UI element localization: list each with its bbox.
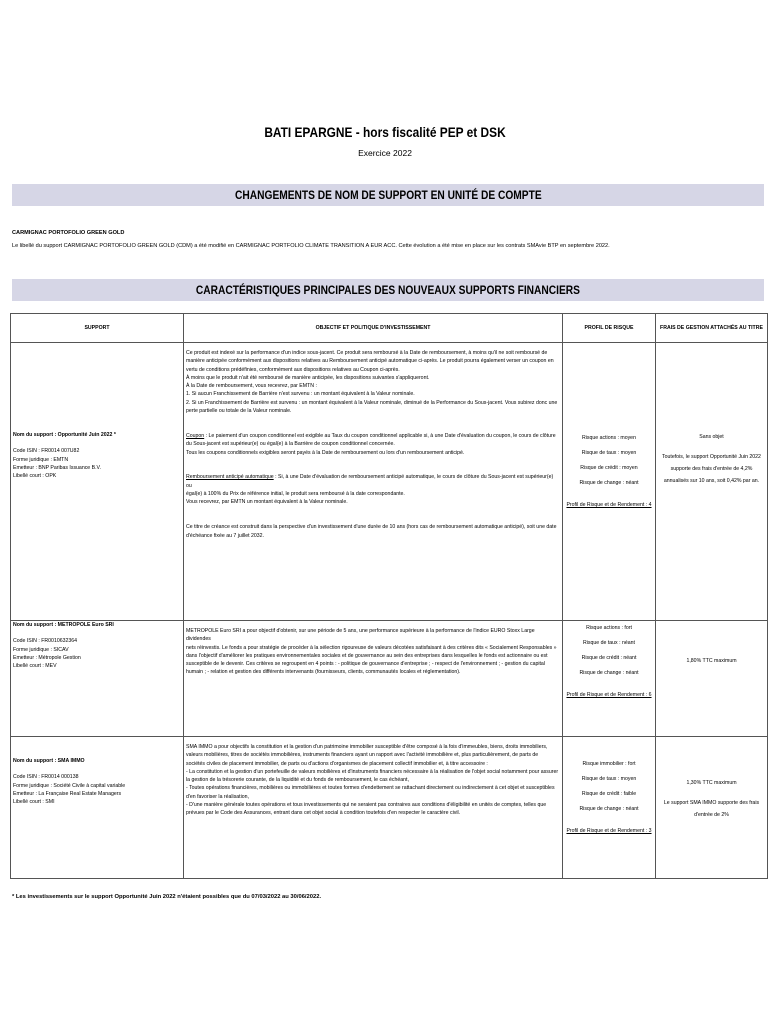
risk-line: Risque de taux : moyen [581,450,637,456]
objective-line: d'en favoriser la réalisation, [186,793,249,800]
risk-line: Risque de taux : moyen [581,776,637,782]
risk-spacer [565,681,653,691]
objective-line: SMA IMMO a pour objectifs la constitution et la gestion d'un patrimoine immobilier susceptible d'être composé à la fois d'immeubles, biens, droits immobiliers, [186,744,548,750]
column-header-support: SUPPORT [11,314,184,343]
table-header-row [11,314,768,343]
objective-block [186,737,560,822]
support-name: Nom du support : Opportunité Juin 2022 * [13,432,116,438]
objective-line: du Sous-jacent est supérieur(e) ou égal(e) à la Barrière de coupon conditionnel concernée. [186,441,395,448]
risk-block [565,737,653,835]
support-detail: Emetteur : Métropole Gestion [13,654,81,661]
fees-cell [656,343,768,621]
risk-cell [563,621,656,737]
column-header-risk: PROFIL DE RISQUE [563,314,656,343]
fees-line: supporte des frais d'entrée de 4,2% [670,466,753,472]
support-detail: Forme juridique : Société Civile à capital variable [13,782,126,789]
objective-line: susceptible de le devenir. Ces critères se regroupent en 4 points : - politique de gouvernance d'entreprise ; - respect de l'environnement ; - gestion du capital [186,661,545,668]
objective-line [186,507,560,515]
risk-profile-label: Profil de Risque et de Rendement : 6 [566,692,652,698]
risk-block [565,343,653,509]
support-detail: Emetteur : La Française Real Estate Managers [13,790,122,797]
risk-block [565,621,653,699]
support-detail: Code ISIN : FR0014 000138 [13,774,79,781]
objective-line: nets réinvestis. Le fonds a pour stratégie de procéder à la sélection rigoureuse de valeurs décotées satisfaisant à des critères dits « Socialement Responsables » [186,644,557,651]
document-subtitle: Exercice 2022 [358,148,412,158]
risk-line: Risque de change : néant [579,480,639,486]
risk-line: Risque de crédit : néant [581,655,637,661]
objective-line: humain ; - relation et gestion des différents intervenants (fournisseurs, clients, communautés locales et réglementation). [186,669,461,676]
support-block [13,621,181,670]
fees-line: 1,80% TTC maximum [686,658,737,664]
objective-line: - D'une manière générale toutes opérations et tous investissements qui ne seraient pas contraires aux conditions d'éligibilité en unités de comptes, telles que [186,802,547,809]
objective-keyword: Remboursement anticipé automatique [186,474,274,481]
objective-line: égal(e) à 100% du Prix de référence initial, le produit sera remboursé à la date correspondante. [186,491,405,498]
objective-line: Coupon : Le paiement d'un coupon conditionnel est exigible au Taux du coupon conditionnel applicable si, à une Date d'évaluation du coupon, le cours de clôture [186,432,556,439]
footnote: * Les investissements sur le support Opportunité Juin 2022 n'étaient possibles que du 07/03/2022 au 30/06/2022. [12,894,322,900]
section-band-characteristics [12,279,764,301]
fees-line: Sans objet [699,434,724,440]
objective-line [186,424,560,432]
objective-line: À la Date de remboursement, vous recevrez, par EMTN : [186,383,317,390]
fees-cell [656,737,768,879]
objective-line: METROPOLE Euro SRI a pour objectif d'obtenir, sur une période de 5 ans, une performance supérieure à la performance de l'indice EURO Stoxx Large dividendes [186,628,535,643]
fees-line: d'entrée de 2% [694,812,729,818]
section-title-characteristics: CARACTÉRISTIQUES PRINCIPALES DES NOUVEAUX SUPPORTS FINANCIERS [195,283,581,297]
objective-cell [184,737,563,879]
risk-line: Risque actions : moyen [582,435,636,441]
fees-line: annualisés sur 10 ans, soit 0,42% par an. [663,478,760,484]
risk-line: Risque de change : néant [579,670,639,676]
section-band-name-changes [12,184,764,206]
section-title-name-changes: CHANGEMENTS DE NOM DE SUPPORT EN UNITÉ DE COMPTE [234,188,542,202]
support-block [13,737,181,806]
objective-line: - Toutes opérations financières, mobilières ou immobilières et toutes formes d'endettement se rattachant directement ou indirectement à cet objet et susceptibles [186,785,555,792]
objective-line [186,457,560,465]
objective-line: sociétés civiles de placement immobilier, de parts ou d'actions d'organismes de placement collectif immobilier et, à titre accessoire : [186,760,488,767]
objective-line [186,465,560,473]
objective-line: valeurs mobilières, titres de sociétés immobilières, instruments financiers ayant un rapport avec l'activité immobilière et, plus particulièrement, de parts de [186,752,539,759]
name-change-text: Le libellé du support CARMIGNAC PORTOFOLIO GREEN GOLD (CDM) a été modifié en CARMIGNAC PORTFOLIO CLIMATE TRANSITION A EUR ACC. Cette évolution a été mise en place sur les contrats SMAvie BTP en septembre 2022. [12,243,610,249]
risk-line: Risque de crédit : moyen [580,465,638,471]
objective-line: Vous recevrez, par EMTN un montant équivalent à la Valeur nominale. [186,499,348,506]
objective-line: - La constitution et la gestion d'un portefeuille de valeurs mobilières et d'instruments financiers nécessaire à la réalisation de l'objet social notamment pour assurer [186,768,559,775]
risk-spacer [565,817,653,827]
support-name: Nom du support : METROPOLE Euro SRI [13,622,114,628]
objective-line: perte partielle ou totale de la Valeur nominale. [186,408,292,415]
support-detail: Code ISIN : FR0010632364 [13,638,78,645]
fees-block [658,737,765,821]
objective-line: vertu de conditions prédéfinies, conformément aux dispositions relatives au Coupon ci-après. [186,366,400,373]
column-header-fees: FRAIS DE GESTION ATTACHÉS AU TITRE [656,314,768,343]
fees-line: 1,30% TTC maximum [686,780,737,786]
objective-block [186,621,560,681]
objective-line: Ce produit est indexé sur la performance d'un indice sous-jacent. Ce produit sera remboursé à la Date de remboursement, à moins qu'il ne soit remboursé de [186,350,548,356]
fees-block [658,343,765,487]
support-name: Nom du support : SMA IMMO [13,758,85,764]
objective-line [186,515,560,523]
risk-line: Risque immobilier : fort [582,761,636,767]
support-detail: Forme juridique : SICAV [13,646,69,653]
risk-line: Risque de change : néant [579,806,639,812]
support-detail: Code ISIN : FR0014 007U82 [13,448,80,455]
risk-profile-label: Profil de Risque et de Rendement : 3 [566,828,652,834]
objective-line: dans l'objectif d'améliorer les pratiques environnementales sociales et de gouvernance au sein des entreprises dans lesquelles le fonds est actionnaire ou est [186,652,548,659]
fees-cell [656,621,768,737]
fees-line [658,443,765,451]
table-row [11,343,768,621]
support-cell [11,343,184,621]
risk-cell [563,343,656,621]
column-header-objective: OBJECTIF ET POLITIQUE D'INVESTISSEMENT [184,314,563,343]
name-change-heading: CARMIGNAC PORTOFOLIO GREEN GOLD [12,230,125,236]
support-detail: Libellé court : MEV [13,663,57,670]
fees-block [658,621,765,667]
objective-line: d'échéance fixée au 7 juillet 2032. [186,532,264,539]
support-block [13,343,181,480]
support-detail: Forme juridique : EMTN [13,456,69,463]
risk-line: Risque de taux : néant [583,640,635,646]
risk-spacer [565,491,653,501]
fees-line: Le support SMA IMMO supporte des frais [663,800,760,806]
objective-block [186,343,560,544]
objective-line: Remboursement anticipé automatique : Si, à une Date d'évaluation de remboursement anticipé automatique, le cours de clôture du Sous-jacent est supérieur(e) ou [186,474,554,489]
table-row [11,621,768,737]
support-detail: Emetteur : BNP Paribas Issuance B.V. [13,464,101,471]
support-cell [11,737,184,879]
objective-cell [184,343,563,621]
objective-line: 2. Si un Franchissement de Barrière est survenu : un montant équivalent à la Valeur nominale, diminué de la Performance du Sous-jacent. Vous subirez donc une [186,399,558,406]
support-detail: Libellé court : SMI [13,799,55,806]
fees-line: Toutefois, le support Opportunité Juin 2022 [662,454,761,460]
risk-profile-label: Profil de Risque et de Rendement : 4 [566,502,652,508]
objective-keyword: Coupon [186,432,205,439]
objective-line: 1. Si aucun Franchissement de Barrière n'est survenu : un montant équivalent à la Valeur nominale. [186,391,415,398]
risk-line: Risque de crédit : faible [581,791,637,797]
objective-line: manière anticipée conformément aux dispositions relatives au Remboursement anticipé automatique ci-après. Le produit pourra également verser un coupon en [186,358,554,365]
objective-line: Tous les coupons conditionnels exigibles seront payés à la Date de remboursement ou lors d'un remboursement anticipé. [186,449,465,456]
fees-line [658,789,765,797]
support-detail: Libellé court : OPK [13,473,57,480]
document-title: BATI EPARGNE - hors fiscalité PEP et DSK [264,124,506,140]
risk-line: Risque actions : fort [586,625,632,631]
objective-line: Ce titre de créance est construit dans la perspective d'un investissement d'une durée de 10 ans (hors cas de remboursement automatique anticipé), soit une date [186,524,557,531]
risk-cell [563,737,656,879]
objective-cell [184,621,563,737]
support-cell [11,621,184,737]
supports-table [10,313,768,879]
objective-line [186,415,560,423]
objective-line: À moins que le produit n'ait été remboursé de manière anticipée, les dispositions suivantes s'appliqueront. [186,374,430,381]
table-row [11,737,768,879]
objective-line: prévues par le Code des Assurances, entrant dans cet objet social à condition toutefois d'en respecter le caractère civil. [186,810,461,817]
objective-line: la gestion de la trésorerie courante, de la liquidité et du fonds de remboursement, le cas échéant, [186,777,409,784]
